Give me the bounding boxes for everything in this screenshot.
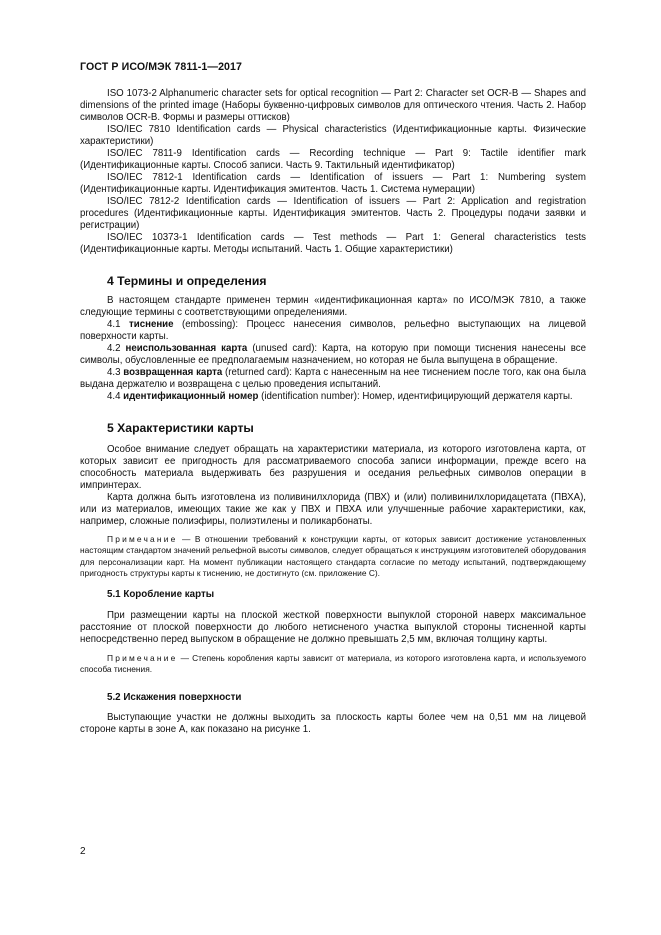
section-4-heading: 4 Термины и определения: [107, 274, 267, 288]
page-number: 2: [80, 846, 86, 857]
note-label: Примечание: [107, 653, 178, 664]
term-number: 4.1: [107, 319, 129, 330]
term-name: тиснение: [129, 319, 174, 330]
term-name: неиспользованная карта: [125, 343, 248, 354]
term-text: (returned card): Карта с нанесенным на нее тиснением после того, как она была выдана держателю и возвращена с целью проведения испытаний.: [80, 367, 586, 390]
term-text: (embossing): Процесс нанесения символов, рельефно выступающих на лицевой поверхности карты.: [80, 319, 586, 342]
normative-references: [80, 88, 586, 256]
note: [80, 534, 586, 579]
section-5-2-paragraph: Выступающие участки не должны выходить за плоскость карты более чем на 0,51 мм на лицевой стороне карты в зоне А, как показано на рисунке 1.: [80, 711, 586, 735]
section-5-heading: 5 Характеристики карты: [107, 421, 254, 435]
note-label: Примечание: [107, 534, 178, 544]
section-5-paragraph: Карта должна быть изготовлена из поливинилхлорида (ПВХ) и (или) поливинилхлоридацетата (ПВХА), или из материалов, имеющих такие же как у ПВХ и ПВХА или улучшенные рабочие характеристики, как, например, сложные полиэфиры, полиэтилены и поликарбонаты.: [80, 492, 586, 527]
term-number: 4.3: [107, 367, 124, 378]
reference-item: ISO/IEC 7812-2 Identification cards — Identification of issuers — Part 2: Application and registration procedures (Идентификационные карты. Идентификация эмитентов. Часть 2. Процедуры подачи заявки и регистрации): [80, 196, 586, 231]
page-content: [80, 88, 586, 736]
term-definition: [80, 319, 586, 343]
term-definition: [80, 391, 586, 403]
term-name: возвращенная карта: [123, 367, 223, 378]
note: [80, 653, 586, 676]
reference-item: ISO/IEC 10373-1 Identification cards — Test methods — Part 1: General characteristics tests (Идентификационные карты. Методы испытаний. Часть 1. Общие характеристики): [80, 232, 586, 255]
term-number: 4.4: [107, 391, 124, 402]
reference-item: ISO/IEC 7811-9 Identification cards — Recording technique — Part 9: Tactile identifier mark (Идентификационные карты. Способ записи. Часть 9. Тактильный идентификатор): [80, 148, 586, 171]
section-5-1-heading: 5.1 Коробление карты: [107, 589, 215, 601]
term-text: (identification number): Номер, идентифицирующий держателя карты.: [258, 391, 573, 402]
reference-item: ISO 1073-2 Alphanumeric character sets for optical recognition — Part 2: Character set OCR-B — Shapes and dimensions of the printed image (Наборы буквенно-цифровых символов для оптического чтения. Часть 2. Набор символов OCR-B. Формы и размеры оттисков): [80, 88, 586, 123]
term-definition: [80, 343, 586, 367]
term-name: идентификационный номер: [123, 391, 259, 402]
note-text: — Степень коробления карты зависит от материала, из которого изготовлена карта, и используемого способа тиснения.: [80, 653, 586, 675]
section-5-paragraph: Особое внимание следует обращать на характеристики материала, из которого изготовлена карта, от которых зависит ее пригодность для рассматриваемого способа записи информации, прежде всего на способность материала выдерживать без разрушения и оседания рельефных символов операции в импринтерах.: [80, 444, 586, 491]
section-5-2-heading: 5.2 Искажения поверхности: [107, 691, 242, 703]
note-text: — В отношении требований к конструкции карты, от которых зависит достижение установленных настоящим стандартом значений рельефной высоты символов, следует обращаться к инструкциям изготовителей оборудования для персонализации карт. На момент публикации настоящего стандарта согласие по методу испытаний, подтверждающему пригодность структуры карты к тиснению, не достигнуто (см. приложение С).: [80, 534, 586, 578]
running-header: ГОСТ Р ИСО/МЭК 7811-1—2017: [80, 61, 243, 73]
term-text: (unused card): Карта, на которую при помощи тиснения нанесены все символы, обусловленные ее предполагаемым назначением, но которая не была выпущена в обращение.: [80, 343, 586, 366]
term-definition: [80, 367, 586, 391]
reference-item: ISO/IEC 7812-1 Identification cards — Identification of issuers — Part 1: Numbering system (Идентификационные карты. Идентификация эмитентов. Часть 1. Система нумерации): [80, 172, 586, 195]
section-5-1-paragraph: При размещении карты на плоской жесткой поверхности выпуклой стороной наверх максимальное расстояние от плоской поверхности до любого нетисненого участка выпуклой стороны тисненной карты непосредственно перед выпуском в обращение не должно превышать 2,5 мм, включая толщину карты.: [80, 610, 586, 646]
reference-item: ISO/IEC 7810 Identification cards — Physical characteristics (Идентификационные карты. Физические характеристики): [80, 124, 586, 147]
section-4-intro: В настоящем стандарте применен термин «идентификационная карта» по ИСО/МЭК 7810, а также следующие термины с соответствующими определениями.: [80, 295, 586, 318]
term-number: 4.2: [107, 343, 126, 354]
